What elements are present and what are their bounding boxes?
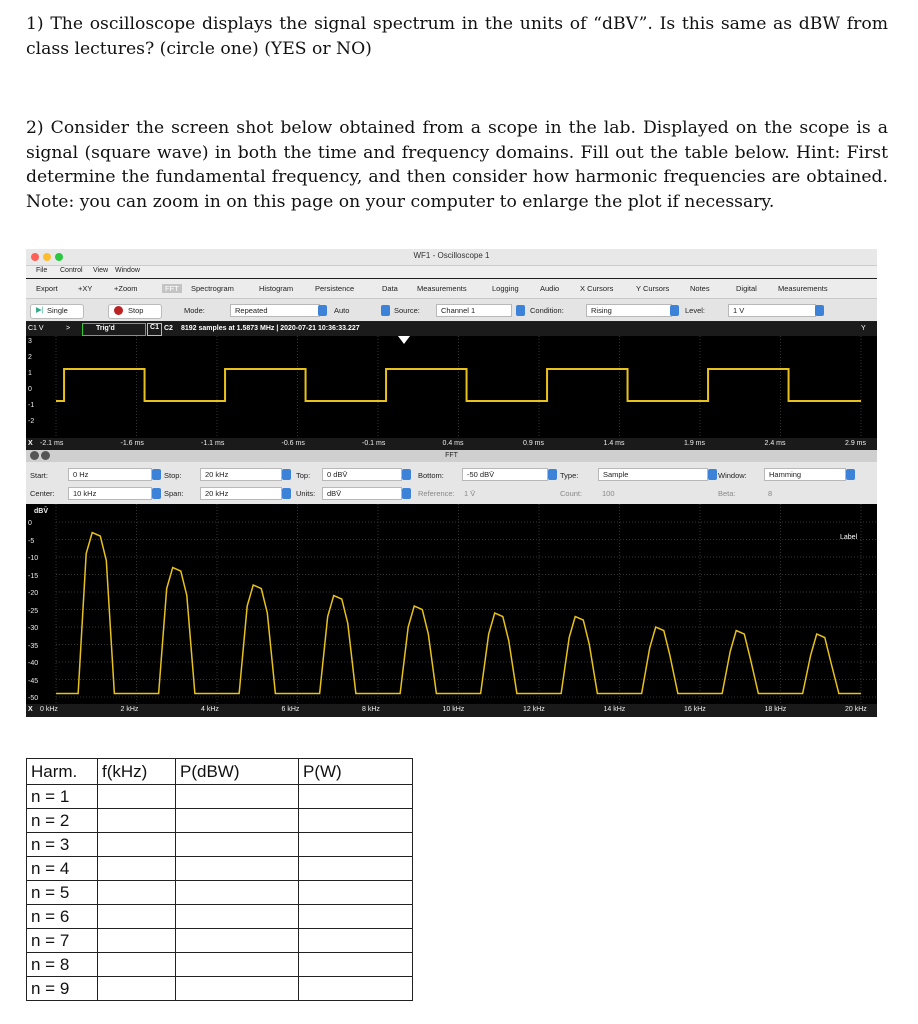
channel-label: C1 V: [28, 325, 44, 332]
menu-bar: [26, 266, 877, 278]
tab-spectrogram[interactable]: Spectrogram: [191, 284, 234, 293]
fft-x-tick: 12 kHz: [523, 706, 545, 713]
pdbw-cell[interactable]: [176, 905, 299, 929]
pw-cell[interactable]: [299, 785, 413, 809]
mode-dropdown-icon[interactable]: [318, 305, 327, 316]
start-dropdown-icon[interactable]: [152, 469, 161, 480]
frequency-domain-plot: [26, 504, 877, 704]
count-value[interactable]: 100: [602, 489, 615, 498]
table-header-row: [27, 759, 413, 785]
pdbw-cell[interactable]: [176, 809, 299, 833]
tab-export[interactable]: Export: [36, 284, 58, 293]
time-status-row: [26, 322, 877, 336]
stop-freq-label: Stop:: [164, 471, 182, 480]
fft-y-tick: -15: [28, 572, 39, 580]
header-pdbw: P(dBW): [176, 759, 299, 785]
span-label: Span:: [164, 489, 184, 498]
time-y-tick: -2: [28, 418, 35, 425]
fft-x-tick: 0 kHz: [40, 706, 58, 713]
top-label: Top:: [296, 471, 311, 480]
harmonic-index: n = 1: [27, 785, 98, 809]
window-select[interactable]: [764, 468, 846, 481]
tab-xy[interactable]: +XY: [78, 284, 93, 293]
time-y-tick: 2: [28, 354, 32, 361]
fft-y-tick: -10: [28, 555, 39, 562]
window-dropdown-icon[interactable]: [846, 469, 855, 480]
fft-title: FFT: [445, 452, 458, 459]
top-value: 0 dBV̄: [327, 470, 348, 479]
bottom-label: Bottom:: [418, 471, 444, 480]
type-select[interactable]: [598, 468, 708, 481]
span-input[interactable]: [200, 487, 282, 500]
fft-x-tick: 18 kHz: [764, 706, 787, 713]
fft-y-tick: -5: [28, 537, 35, 545]
question-2: 2) Consider the screen shot below obtained from a scope in the lab. Displayed on the scope is a signal (square wave) in both the time and frequency domains. Fill out the table below. Hint: First determine the fundamental frequency, and then consider how harmonic frequencies are obtained. Note: you can zoom in on this page on your computer to enlarge the plot if necessary.: [26, 118, 888, 212]
span-value: 20 kHz: [205, 489, 229, 498]
table-row: [27, 785, 413, 809]
pw-cell[interactable]: [299, 881, 413, 905]
freq-cell[interactable]: [98, 785, 176, 809]
time-y-tick: 1: [28, 370, 32, 377]
table-row: [27, 953, 413, 977]
top-input[interactable]: [322, 468, 402, 481]
oscilloscope-screenshot: [26, 249, 877, 717]
pw-cell[interactable]: [299, 809, 413, 833]
label-button[interactable]: Label: [840, 534, 858, 541]
fft-unit-label: dBV̄: [34, 508, 48, 515]
harmonic-index: n = 5: [27, 881, 98, 905]
harmonic-index: n = 3: [27, 833, 98, 857]
tab-logging[interactable]: Logging: [492, 284, 519, 293]
y-label[interactable]: Y: [861, 325, 866, 332]
time-x-axis: [26, 438, 877, 450]
stop-label: Stop: [128, 306, 144, 315]
source-select[interactable]: [436, 304, 512, 317]
freq-cell[interactable]: [98, 809, 176, 833]
menu-control[interactable]: Control: [60, 267, 83, 274]
freq-cell[interactable]: [98, 881, 176, 905]
units-dropdown-icon[interactable]: [402, 488, 411, 499]
table-row: [27, 905, 413, 929]
tab-digital[interactable]: Digital: [736, 284, 757, 293]
fft-y-tick: -35: [28, 642, 39, 650]
time-y-tick: 0: [28, 386, 32, 393]
table-row: [27, 857, 413, 881]
pdbw-cell[interactable]: [176, 785, 299, 809]
fft-x-axis: [26, 704, 877, 717]
fft-x-tick: 10 kHz: [442, 706, 465, 713]
menu-view[interactable]: View: [93, 267, 109, 274]
level-value: 1 V: [733, 306, 745, 315]
type-label: Type:: [560, 471, 579, 480]
header-freq: f(kHz): [98, 759, 176, 785]
time-x-tick: -1.6 ms: [120, 440, 144, 447]
fft-x-tick: 6 kHz: [281, 706, 300, 713]
time-x-tick: -0.1 ms: [362, 440, 386, 447]
units-label: Units:: [296, 489, 316, 498]
start-input[interactable]: [68, 468, 152, 481]
beta-label: Beta:: [718, 489, 736, 498]
menu-window[interactable]: Window: [115, 267, 140, 274]
stop-icon: [114, 306, 123, 315]
header-pw: P(W): [299, 759, 413, 785]
start-value: 0 Hz: [73, 470, 89, 479]
harmonics-table: [26, 758, 413, 1001]
toolbar-tabs: [26, 279, 877, 299]
fft-y-tick: -50: [28, 695, 39, 702]
mode-select[interactable]: [230, 304, 320, 317]
freq-cell[interactable]: [98, 857, 176, 881]
freq-cell[interactable]: [98, 953, 176, 977]
table-row: [27, 833, 413, 857]
acquisition-info: 8192 samples at 1.5873 MHz | 2020-07-21 10:36:33.227: [181, 325, 360, 332]
question-1: 1) The oscilloscope displays the signal spectrum in the units of “dBV”. Is this same as dBW from class lectures? (circle one) (YES or NO): [26, 14, 888, 59]
top-dropdown-icon[interactable]: [402, 469, 411, 480]
freq-cell[interactable]: [98, 929, 176, 953]
bottom-value: -50 dBV̄: [467, 470, 495, 479]
harmonics-rows: [27, 785, 413, 1001]
pw-cell[interactable]: [299, 833, 413, 857]
window-label: Window:: [718, 471, 747, 480]
harmonic-index: n = 8: [27, 953, 98, 977]
tab-notes[interactable]: Notes: [690, 284, 710, 293]
freq-cell[interactable]: [98, 905, 176, 929]
tab-y-cursors[interactable]: Y Cursors: [636, 284, 670, 293]
condition-label: Condition:: [530, 306, 564, 315]
table-row: [27, 977, 413, 1001]
span-dropdown-icon[interactable]: [282, 488, 291, 499]
bottom-dropdown-icon[interactable]: [548, 469, 557, 480]
pw-cell[interactable]: [299, 953, 413, 977]
tab-histogram[interactable]: Histogram: [259, 284, 294, 293]
tab-measurements[interactable]: Measurements: [417, 284, 467, 293]
pw-cell[interactable]: [299, 905, 413, 929]
single-icon: ▶|: [36, 305, 44, 314]
trig-status: Trig'd: [96, 325, 115, 332]
fft-header: [26, 450, 877, 462]
source-dropdown-icon[interactable]: [516, 305, 525, 316]
tab-x-cursors[interactable]: X Cursors: [580, 284, 614, 293]
header-harm: Harm.: [27, 759, 98, 785]
level-label: Level:: [685, 306, 706, 315]
time-x-tick: -0.6 ms: [281, 440, 305, 447]
center-dropdown-icon[interactable]: [152, 488, 161, 499]
harmonic-index: n = 6: [27, 905, 98, 929]
single-label: Single: [47, 306, 68, 315]
fft-y-tick: -30: [28, 625, 39, 632]
fft-x-tick: 14 kHz: [603, 706, 626, 713]
pdbw-cell[interactable]: [176, 857, 299, 881]
fft-y-tick: -25: [28, 607, 39, 615]
time-x-tick: 0.4 ms: [442, 440, 464, 447]
stop-freq-dropdown-icon[interactable]: [282, 469, 291, 480]
time-x-tick: 2.9 ms: [845, 440, 867, 447]
fft-y-tick: -40: [28, 660, 39, 667]
freq-cell[interactable]: [98, 833, 176, 857]
table-row: [27, 881, 413, 905]
stop-freq-input[interactable]: [200, 468, 282, 481]
mode-value: Repeated: [235, 306, 268, 315]
pw-cell[interactable]: [299, 929, 413, 953]
condition-select[interactable]: [586, 304, 672, 317]
time-x-tick: -1.1 ms: [201, 440, 225, 447]
pdbw-cell[interactable]: [176, 833, 299, 857]
time-grid: [56, 336, 861, 438]
center-input[interactable]: [68, 487, 152, 500]
fft-x-tick: 8 kHz: [362, 706, 380, 713]
time-domain-plot: [26, 336, 877, 438]
time-x-tick: 0.9 ms: [523, 440, 545, 447]
tab-persistence[interactable]: Persistence: [315, 284, 355, 293]
x-axis-label[interactable]: X: [28, 440, 33, 447]
level-input[interactable]: [728, 304, 816, 317]
time-x-tick: 1.9 ms: [684, 440, 706, 447]
auto-dropdown-icon[interactable]: [381, 305, 390, 316]
trigger-marker-icon: [398, 336, 410, 344]
reference-value[interactable]: 1 V̄: [464, 489, 476, 498]
time-x-tick: 2.4 ms: [764, 440, 786, 447]
fft-x-tick: 2 kHz: [120, 706, 139, 713]
time-y-tick: 3: [28, 338, 32, 345]
pw-cell[interactable]: [299, 977, 413, 1001]
trigger-controls: [26, 299, 877, 321]
run-arrow-icon[interactable]: >: [66, 325, 71, 332]
fft-x-tick: 20 kHz: [845, 706, 867, 713]
window-titlebar: [26, 249, 877, 266]
condition-value: Rising: [591, 306, 612, 315]
stop-freq-value: 20 kHz: [205, 470, 229, 479]
auto-label[interactable]: Auto: [334, 306, 350, 315]
window-title: WF1 - Oscilloscope 1: [413, 251, 490, 260]
harmonic-index: n = 4: [27, 857, 98, 881]
tab-audio[interactable]: Audio: [540, 284, 560, 293]
units-value: dBV̄: [327, 489, 342, 498]
fft-controls: [26, 462, 877, 504]
harmonic-index: n = 2: [27, 809, 98, 833]
menu-file[interactable]: File: [36, 267, 48, 274]
tab-measurements-2[interactable]: Measurements: [778, 284, 828, 293]
tab-zoom[interactable]: +Zoom: [114, 284, 138, 293]
start-label: Start:: [30, 471, 48, 480]
time-x-tick: 1.4 ms: [603, 440, 625, 447]
pdbw-cell[interactable]: [176, 953, 299, 977]
units-select[interactable]: [322, 487, 402, 500]
fft-x-tick: 4 kHz: [201, 706, 219, 713]
table-row: [27, 929, 413, 953]
center-value: 10 kHz: [73, 489, 97, 498]
fft-x-axis-label[interactable]: X: [28, 706, 33, 713]
center-label: Center:: [30, 489, 55, 498]
mode-label: Mode:: [184, 306, 205, 315]
harmonic-index: n = 7: [27, 929, 98, 953]
pdbw-cell[interactable]: [176, 977, 299, 1001]
pw-cell[interactable]: [299, 857, 413, 881]
condition-dropdown-icon[interactable]: [670, 305, 679, 316]
type-dropdown-icon[interactable]: [708, 469, 717, 480]
source-value: Channel 1: [441, 306, 476, 315]
c1-badge[interactable]: C1: [147, 323, 162, 336]
freq-cell[interactable]: [98, 977, 176, 1001]
tab-fft[interactable]: FFT: [162, 284, 182, 293]
harmonic-index: n = 9: [27, 977, 98, 1001]
beta-value[interactable]: 8: [768, 489, 773, 498]
fft-y-tick: 0: [28, 520, 32, 527]
fft-y-tick: -45: [28, 677, 39, 685]
time-x-tick: -2.1 ms: [40, 440, 64, 447]
table-row: [27, 809, 413, 833]
time-y-tick: -1: [28, 402, 35, 409]
level-dropdown-icon[interactable]: [815, 305, 824, 316]
source-label: Source:: [394, 306, 420, 315]
type-value: Sample: [603, 470, 629, 479]
pdbw-cell[interactable]: [176, 929, 299, 953]
c2-badge[interactable]: C2: [164, 325, 173, 332]
count-label: Count:: [560, 489, 583, 498]
window-value: Hamming: [769, 470, 802, 479]
bottom-input[interactable]: [462, 468, 548, 481]
fft-y-tick: -20: [28, 590, 39, 597]
pdbw-cell[interactable]: [176, 881, 299, 905]
tab-data[interactable]: Data: [382, 284, 398, 293]
fft-x-tick: 16 kHz: [684, 706, 706, 713]
reference-label: Reference:: [418, 489, 455, 498]
